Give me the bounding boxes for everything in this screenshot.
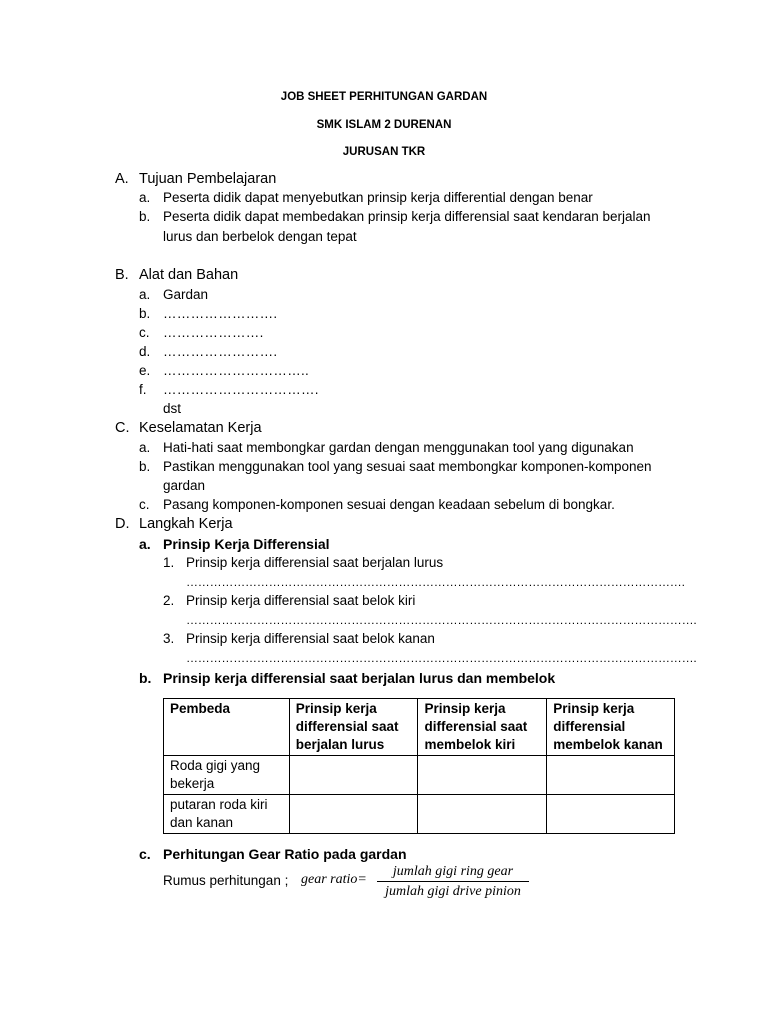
subsection-b-marker: b. (139, 670, 152, 686)
section-d-heading: Langkah Kerja (139, 516, 233, 532)
department-name: JURUSAN TKR (342, 146, 426, 158)
list-marker: c. (139, 325, 150, 340)
list-marker: d. (139, 344, 151, 359)
list-marker: a. (139, 287, 151, 302)
fraction-bar (377, 881, 529, 882)
formula-label: Rumus perhitungan ; (163, 873, 289, 888)
subsection-b-heading: Prinsip kerja differensial saat berjalan lurus dan membelok (163, 670, 556, 686)
gear-ratio-fraction (377, 863, 529, 900)
section-b-heading: Alat dan Bahan (139, 267, 239, 283)
list-marker: c. (139, 497, 150, 512)
list-item: Hati-hati saat membongkar gardan dengan menggunakan tool yang digunakan (163, 440, 634, 455)
table-header-cell: Pembeda (164, 699, 290, 756)
section-c-heading: Keselamatan Kerja (139, 420, 262, 436)
numbered-item: Prinsip kerja differensial saat belok kanan (186, 631, 435, 646)
section-a-marker: A. (115, 171, 129, 187)
table-cell[interactable] (418, 756, 547, 795)
table-cell[interactable] (547, 795, 675, 834)
table-row-label: Roda gigi yang bekerja (164, 756, 290, 795)
list-item: ……………………………. (163, 382, 319, 397)
list-item-continuation: gardan (163, 478, 206, 493)
document-title: JOB SHEET PERHITUNGAN GARDAN (280, 91, 488, 103)
formula-denominator: jumlah gigi drive pinion (385, 884, 521, 899)
list-item: ……………………. (163, 306, 278, 321)
list-marker: e. (139, 363, 151, 378)
list-item: Gardan (163, 287, 209, 302)
table-cell[interactable] (547, 756, 675, 795)
section-a-heading: Tujuan Pembelajaran (139, 171, 277, 187)
formula-numerator: jumlah gigi ring gear (392, 864, 514, 879)
subsection-a-heading: Prinsip Kerja Differensial (163, 536, 330, 552)
numbered-item: Prinsip kerja differensial saat belok kiri (186, 593, 416, 608)
list-item: ……………………. (163, 344, 278, 359)
table-cell[interactable] (289, 795, 418, 834)
list-extra: dst (163, 401, 182, 416)
list-marker: b. (139, 209, 151, 224)
list-item: ………………………….. (163, 363, 310, 378)
list-marker: a. (139, 190, 151, 205)
subsection-a-marker: a. (139, 536, 151, 552)
subsection-c-marker: c. (139, 846, 151, 862)
table-header-cell: Prinsip kerja differensial saat membelok kiri (418, 699, 547, 756)
section-b-marker: B. (115, 267, 129, 283)
answer-blank[interactable]: …………………………………………………………………………………………………………………. (186, 651, 697, 665)
table-cell[interactable] (418, 795, 547, 834)
section-d-marker: D. (115, 516, 130, 532)
table-row (164, 795, 675, 834)
section-c-marker: C. (115, 420, 130, 436)
list-item: Peserta didik dapat menyebutkan prinsip kerja differential dengan benar (163, 190, 593, 205)
formula-lhs: gear ratio= (301, 872, 367, 887)
numbered-marker: 2. (163, 593, 175, 608)
numbered-marker: 1. (163, 555, 175, 570)
subsection-c-heading: Perhitungan Gear Ratio pada gardan (163, 846, 407, 862)
answer-blank[interactable]: ………………………………………………………………………………………………………………. (186, 575, 685, 589)
list-marker: a. (139, 440, 151, 455)
numbered-marker: 3. (163, 631, 175, 646)
table-row-label: putaran roda kiri dan kanan (164, 795, 290, 834)
school-name: SMK ISLAM 2 DURENAN (316, 119, 452, 131)
numbered-item: Prinsip kerja differensial saat berjalan lurus (186, 555, 444, 570)
list-item: …………………. (163, 325, 264, 340)
list-marker: b. (139, 459, 151, 474)
list-marker: f. (139, 382, 147, 397)
list-marker: b. (139, 306, 151, 321)
table-row (164, 756, 675, 795)
table-header-row (164, 699, 675, 756)
answer-blank[interactable]: …………………………………………………………………………………………………………………. (186, 613, 697, 627)
list-item: Peserta didik dapat membedakan prinsip kerja differensial saat kendaran berjalan (163, 209, 651, 224)
table-header-cell: Prinsip kerja differensial saat berjalan lurus (289, 699, 418, 756)
table-header-cell: Prinsip kerja differensial membelok kanan (547, 699, 675, 756)
table-cell[interactable] (289, 756, 418, 795)
list-item: Pasang komponen-komponen sesuai dengan keadaan sebelum di bongkar. (163, 497, 615, 512)
comparison-table (163, 698, 675, 834)
list-item: Pastikan menggunakan tool yang sesuai saat membongkar komponen-komponen (163, 459, 652, 474)
list-item-continuation: lurus dan berbelok dengan tepat (163, 229, 357, 244)
